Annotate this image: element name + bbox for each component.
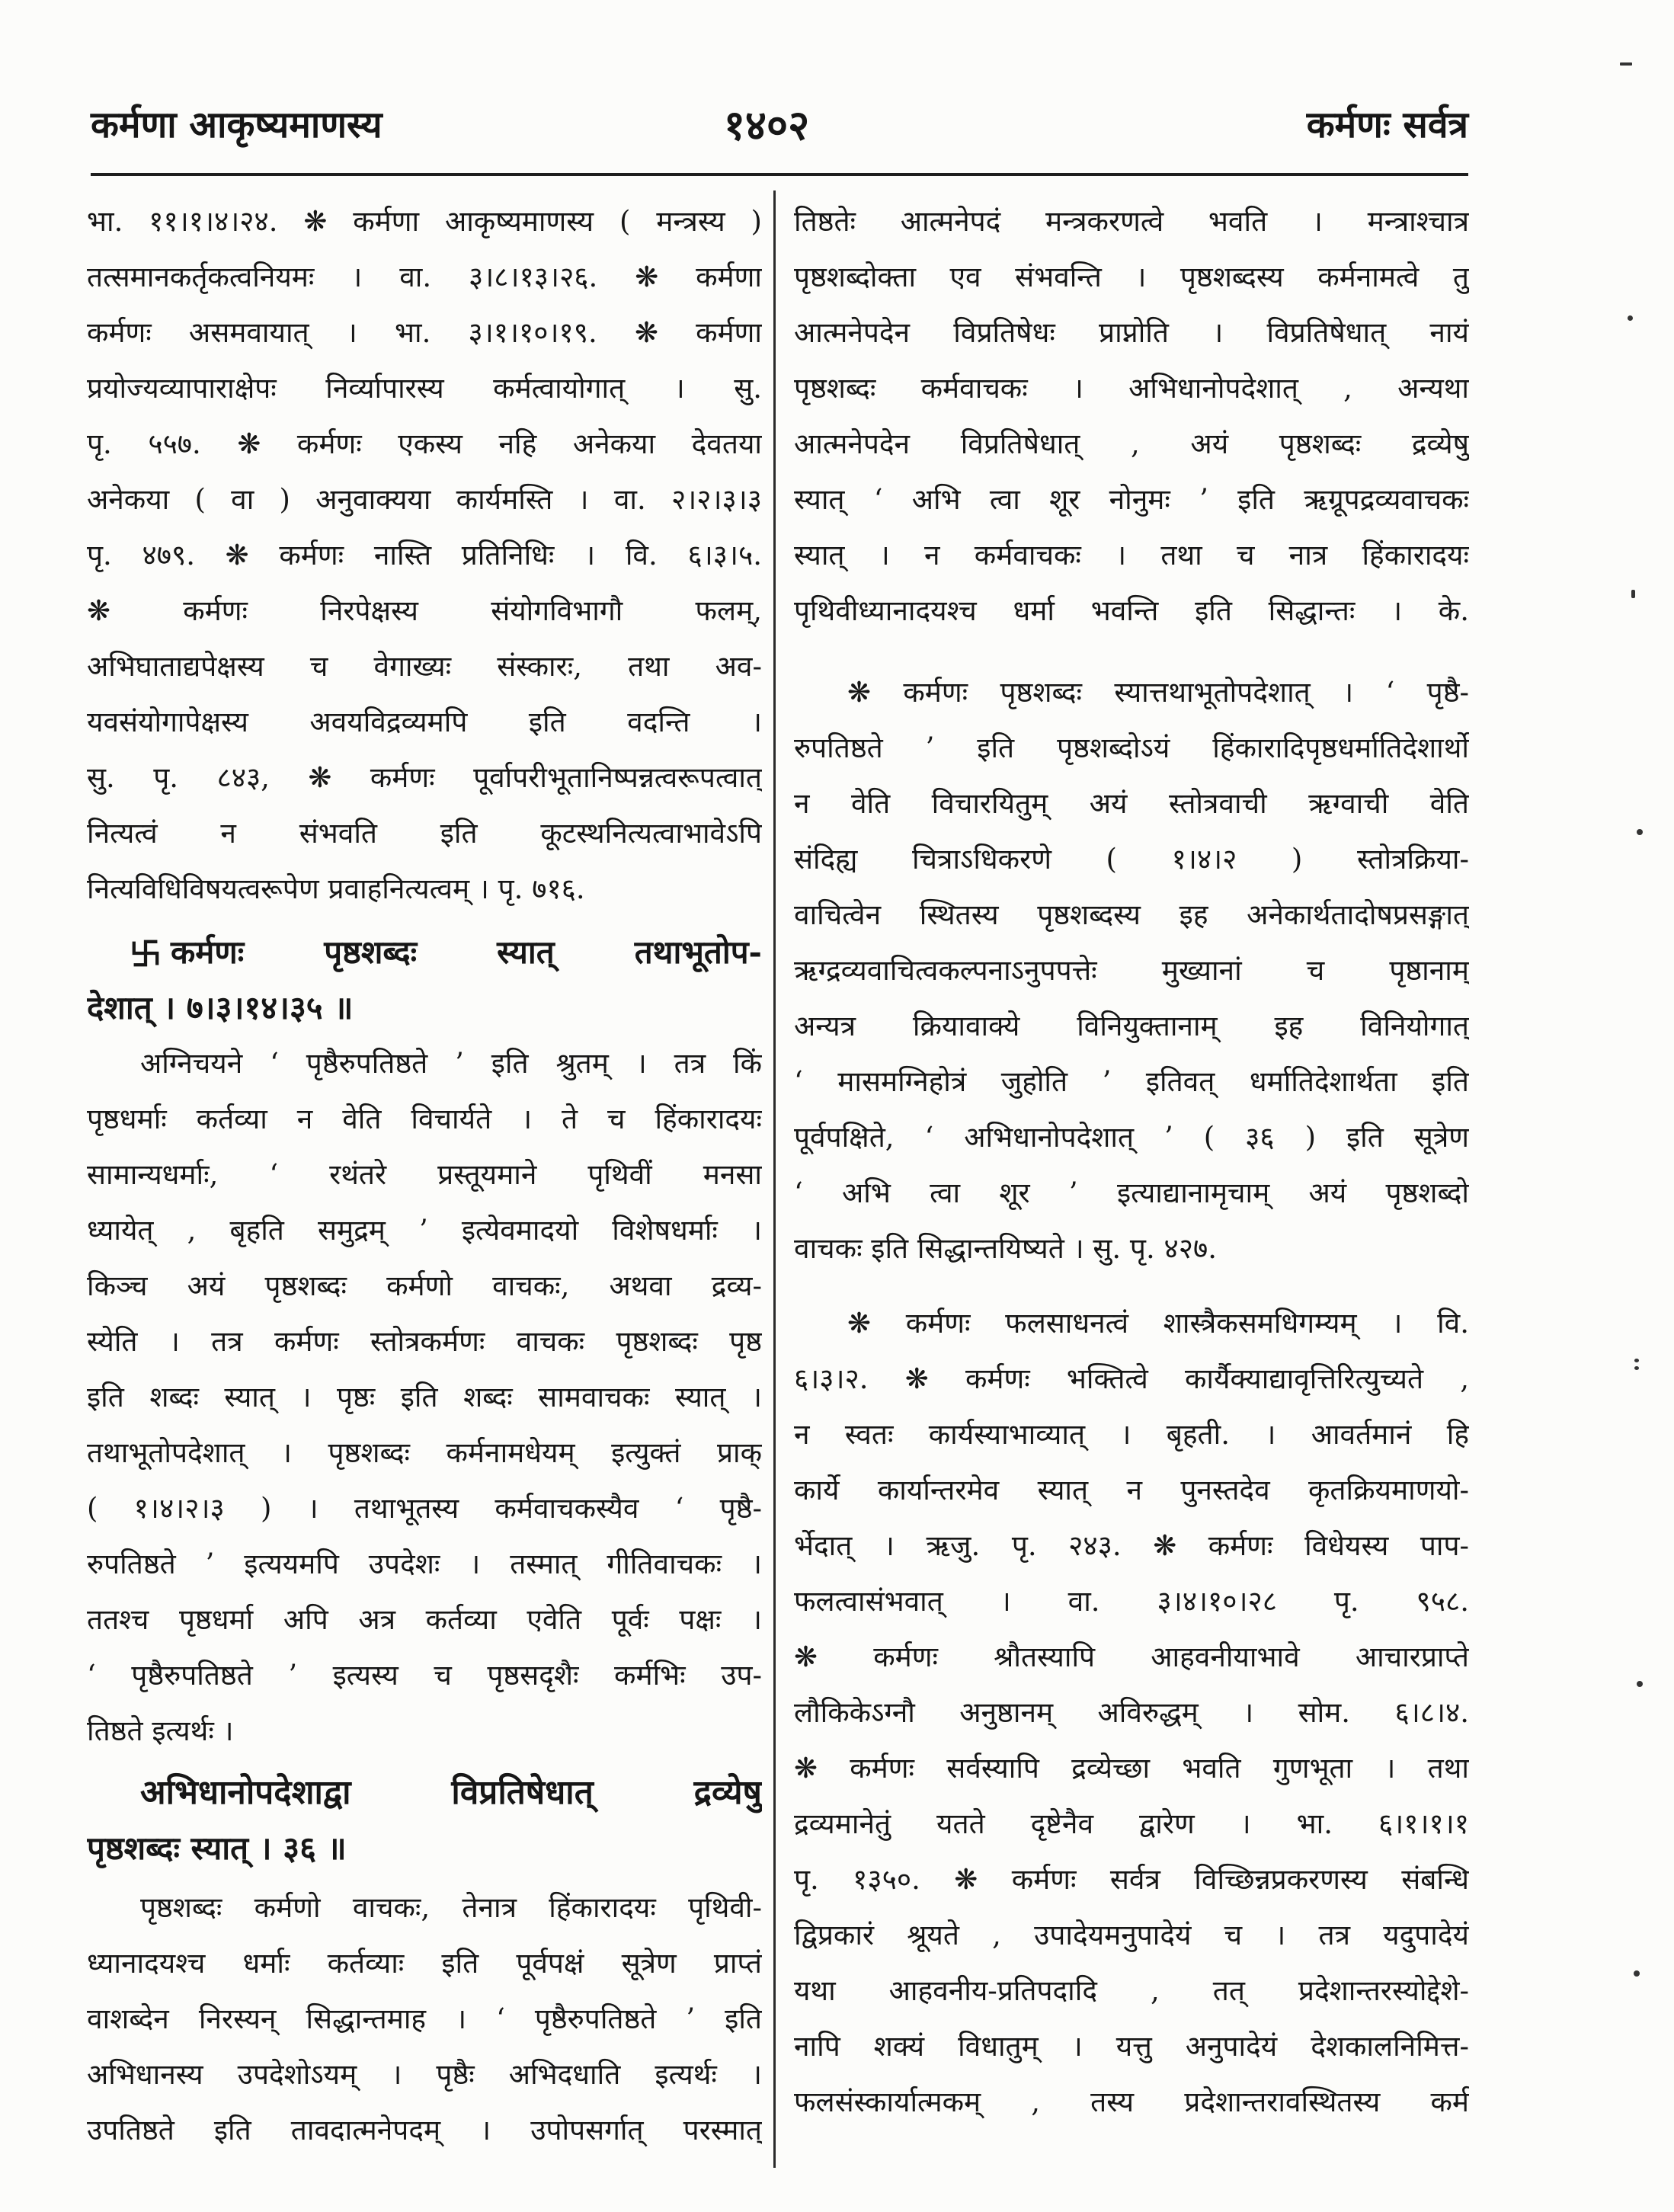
sutra-heading: अभिधानोपदेशाद्वा विप्रतिषेधात् द्रव्येषु (140, 1773, 762, 1812)
text-line: कार्ये कार्यान्तरमेव स्यात् न पुनस्तदेव कृतक्रियमाणयो- (794, 1474, 1469, 1506)
sutra-heading: देशात् । ७।३।१४।३५ ॥ (87, 989, 354, 1026)
sutra-heading: पृष्ठशब्दः स्यात् । ३६ ॥ (87, 1829, 347, 1867)
text-line: अग्निचयने ‘ पृष्ठैरुपतिष्ठते ’ इति श्रुतम् । तत्र किं (140, 1047, 762, 1080)
text-line: न स्वतः कार्यस्याभाव्यात् । बृहती. । आवर्तमानं हि (794, 1418, 1469, 1451)
running-head-right: कर्मणः सर्वत्र (1306, 104, 1468, 146)
running-head-left: कर्मणा आकृष्यमाणस्य (91, 104, 382, 146)
scan-speck (1637, 1681, 1643, 1687)
text-line: किञ्च अयं पृष्ठशब्दः कर्मणो वाचकः, अथवा द्रव्य- (87, 1269, 762, 1302)
text-line: ततश्च पृष्ठधर्मा अपि अत्र कर्तव्या एवेति पूर्वः पक्षः । (87, 1603, 762, 1636)
text-line: स्यात् ‘ अभि त्वा शूर नोनुमः ’ इति ऋग्रूपद्रव्यवाचकः (794, 483, 1469, 516)
text-line: ‘ मासमग्निहोत्रं जुहोति ’ इतिवत् धर्मातिदेशार्थता इति (794, 1065, 1469, 1098)
text-line: पृष्ठधर्माः कर्तव्या न वेति विचार्यते । ते च हिंकारादयः (87, 1103, 762, 1135)
scan-speck (1628, 315, 1633, 321)
scan-speck (1637, 829, 1643, 835)
page-number: १४०२ (723, 101, 810, 149)
scan-speck (1634, 1366, 1639, 1370)
text-line: कर्मणः असमवायात् । भा. ३।१।१०।१९. ❋ कर्मणा (87, 316, 762, 349)
text-line: ध्यायेत् , बृहति समुद्रम् ’ इत्येवमादयो विशेषधर्माः । (87, 1214, 762, 1247)
scan-speck (1634, 1970, 1640, 1977)
text-line: ❋ कर्मणः श्रौतस्यापि आहवनीयाभावे आचारप्राप्ते (794, 1641, 1469, 1673)
text-line: पृष्ठशब्दः कर्मणो वाचकः, तेनात्र हिंकारादयः पृथिवी- (140, 1891, 762, 1924)
text-line: द्विप्रकारं श्रूयते , उपादेयमनुपादेयं च । तत्र यदुपादेयं (794, 1919, 1469, 1951)
text-line: ❋ कर्मणः सर्वस्यापि द्रव्येच्छा भवति गुणभूता । तथा (794, 1752, 1469, 1785)
text-line: रुपतिष्ठते ’ इति पृष्ठशब्दोऽयं हिंकारादिपृष्ठधर्मातिदेशार्थो (794, 731, 1469, 764)
text-line: ध्यानादयश्च धर्माः कर्तव्याः इति पूर्वपक्षं सूत्रेण प्राप्तं (87, 1947, 762, 1980)
text-line: नापि शक्यं विधातुम् । यत्तु अनुपादेयं देशकालनिमित्त- (794, 2030, 1469, 2063)
text-line: अभिधानस्य उपदेशोऽयम् । पृष्ठैः अभिदधाति इत्यर्थः । (87, 2058, 762, 2091)
text-line: स्येति । तत्र कर्मणः स्तोत्रकर्मणः वाचकः पृष्ठशब्दः पृष्ठ (87, 1325, 762, 1358)
text-line: पृ. १३५०. ❋ कर्मणः सर्वत्र विच्छिन्नप्रकरणस्य संबन्धि (794, 1863, 1469, 1896)
text-line: रुपतिष्ठते ’ इत्ययमपि उपदेशः । तस्मात् गीतिवाचकः । (87, 1548, 762, 1580)
text-line: तिष्ठते इत्यर्थः । (87, 1714, 234, 1747)
text-line: द्रव्यमानेतुं यतते दृष्टेनैव द्वारेण । भा. ६।१।१।१ (794, 1807, 1469, 1840)
text-line: स्यात् । न कर्मवाचकः । तथा च नात्र हिंकारादयः (794, 539, 1469, 571)
text-line: ❋ कर्मणः निरपेक्षस्य संयोगविभागौ फलम्, (87, 594, 762, 627)
text-line: ‘ पृष्ठैरुपतिष्ठते ’ इत्यस्य च पृष्ठसदृशैः कर्मभिः उप- (87, 1659, 762, 1692)
text-line: यवसंयोगापेक्षस्य अवयविद्रव्यमपि इति वदन्ति । (87, 706, 762, 738)
text-line: ❋ कर्मणः फलसाधनत्वं शास्त्रैकसमधिगम्यम् । वि. (847, 1307, 1469, 1340)
column-divider (773, 190, 776, 2168)
text-line: तथाभूतोपदेशात् । पृष्ठशब्दः कर्मनामधेयम् इत्युक्तं प्राक् (87, 1436, 762, 1469)
text-line: भा. ११।१।४।२४. ❋ कर्मणा आकृष्यमाणस्य ( मन्त्रस्य ) (87, 205, 762, 238)
text-line: प्रयोज्यव्यापाराक्षेपः निर्व्यापारस्य कर्मत्वायोगात् । सु. (87, 372, 762, 405)
text-line: नित्यविधिविषयत्वरूपेण प्रवाहनित्यत्वम् । पृ. ७१६. (87, 872, 585, 905)
text-line: तिष्ठतेः आत्मनेपदं मन्त्रकरणत्वे भवति । मन्त्राश्चात्र (794, 205, 1469, 238)
text-line: फलत्वासंभवात् । वा. ३।४।१०।२८ पृ. ९५८. (794, 1585, 1469, 1618)
text-line: सु. पृ. ८४३, ❋ कर्मणः पूर्वापरीभूतानिष्पन्नत्वरूपत्वात् (87, 761, 762, 794)
text-line: नित्यत्वं न संभवति इति कूटस्थनित्यत्वाभावेऽपि (87, 817, 762, 850)
text-line: पृ. ५५७. ❋ कर्मणः एकस्य नहि अनेकया देवतया (87, 427, 762, 460)
text-line: इति शब्दः स्यात् । पृष्ठः इति शब्दः सामवाचकः स्यात् । (87, 1381, 762, 1413)
text-line: ( १।४।२।३ ) । तथाभूतस्य कर्मवाचकस्यैव ‘ पृष्ठै- (87, 1492, 762, 1525)
text-line: वाचित्वेन स्थितस्य पृष्ठशब्दस्य इह अनेकार्थतादोषप्रसङ्गात् (794, 898, 1469, 931)
text-line: ऋग्द्रव्यवाचित्वकल्पनाऽनुपपत्तेः मुख्यानां च पृष्ठानाम् (794, 954, 1469, 987)
left-column (87, 194, 762, 2158)
scan-speck (1620, 62, 1632, 66)
text-line: पृ. ४७९. ❋ कर्मणः नास्ति प्रतिनिधिः । वि. ६।३।५. (87, 539, 762, 571)
text-line: फलसंस्कार्यात्मकम् , तस्य प्रदेशान्तरावस्थितस्य कर्म (794, 2086, 1469, 2118)
header-rule (91, 173, 1468, 176)
text-line: न वेति विचारयितुम् अयं स्तोत्रवाची ऋग्वाची वेति (794, 787, 1469, 820)
text-line: अभिघाताद्यपेक्षस्य च वेगाख्यः संस्कारः, तथा अव- (87, 650, 762, 683)
text-line: तत्समानकर्तृकत्वनियमः । वा. ३।८।१३।२६. ❋ कर्मणा (87, 261, 762, 293)
text-line: अनेकया ( वा ) अनुवाक्यया कार्यमस्ति । वा. २।२।३।३ (87, 483, 762, 516)
text-line: र्भेदात् । ऋजु. पृ. २४३. ❋ कर्मणः विधेयस्य पाप- (794, 1529, 1469, 1562)
text-line: वाचकः इति सिद्धान्तयिष्यते । सु. पृ. ४२७. (794, 1232, 1217, 1265)
text-line: पूर्वपक्षिते, ‘ अभिधानोपदेशात् ’ ( ३६ ) इति सूत्रेण (794, 1121, 1469, 1154)
right-column (794, 194, 1469, 2130)
text-line: लौकिकेऽग्नौ अनुष्ठानम् अविरुद्धम् । सोम. ६।८।४. (794, 1696, 1469, 1729)
text-line: उपतिष्ठते इति तावदात्मनेपदम् । उपोपसर्गात् परस्मात् (87, 2114, 762, 2146)
text-line: पृष्ठशब्दोक्ता एव संभवन्ति । पृष्ठशब्दस्य कर्मनामत्वे तु (794, 261, 1469, 293)
scan-speck (1631, 590, 1635, 598)
text-line: ६।३।२. ❋ कर्मणः भक्तित्वे कार्यैक्याद्यावृत्तिरित्युच्यते , (794, 1362, 1469, 1395)
text-line: यथा आहवनीय-प्रतिपदादि , तत् प्रदेशान्तरस्योद्देशे- (794, 1974, 1469, 2007)
text-line: सामान्यधर्माः, ‘ रथंतरे प्रस्तूयमाने पृथिवीं मनसा (87, 1158, 762, 1191)
sutra-mark-icon (131, 939, 160, 968)
text-line: अन्यत्र क्रियावाक्ये विनियुक्तानाम् इह विनियोगात् (794, 1010, 1469, 1042)
text-line: आत्मनेपदेन विप्रतिषेधः प्राप्नोति । विप्रतिषेधात् नायं (794, 316, 1469, 349)
text-line: वाशब्देन निरस्यन् सिद्धान्तमाह । ‘ पृष्ठैरुपतिष्ठते ’ इति (87, 2002, 762, 2035)
text-line: ‘ अभि त्वा शूर ’ इत्याद्यानामृचाम् अयं पृष्ठशब्दो (794, 1176, 1469, 1209)
text-line: संदिह्य चित्राऽधिकरणे ( १।४।२ ) स्तोत्रक्रिया- (794, 843, 1469, 876)
sutra-heading (87, 924, 762, 980)
sutra-heading-text: कर्मणः पृष्ठशब्दः स्यात् तथाभूतोप- (171, 933, 762, 971)
scan-speck (1634, 1359, 1639, 1362)
text-line: आत्मनेपदेन विप्रतिषेधात् , अयं पृष्ठशब्दः द्रव्येषु (794, 427, 1469, 460)
text-line: पृष्ठशब्दः कर्मवाचकः । अभिधानोपदेशात् , अन्यथा (794, 372, 1469, 405)
text-line: ❋ कर्मणः पृष्ठशब्दः स्यात्तथाभूतोपदेशात् । ‘ पृष्ठै- (847, 676, 1469, 709)
text-line: पृथिवीध्यानादयश्च धर्मा भवन्ति इति सिद्धान्तः । के. (794, 594, 1469, 627)
